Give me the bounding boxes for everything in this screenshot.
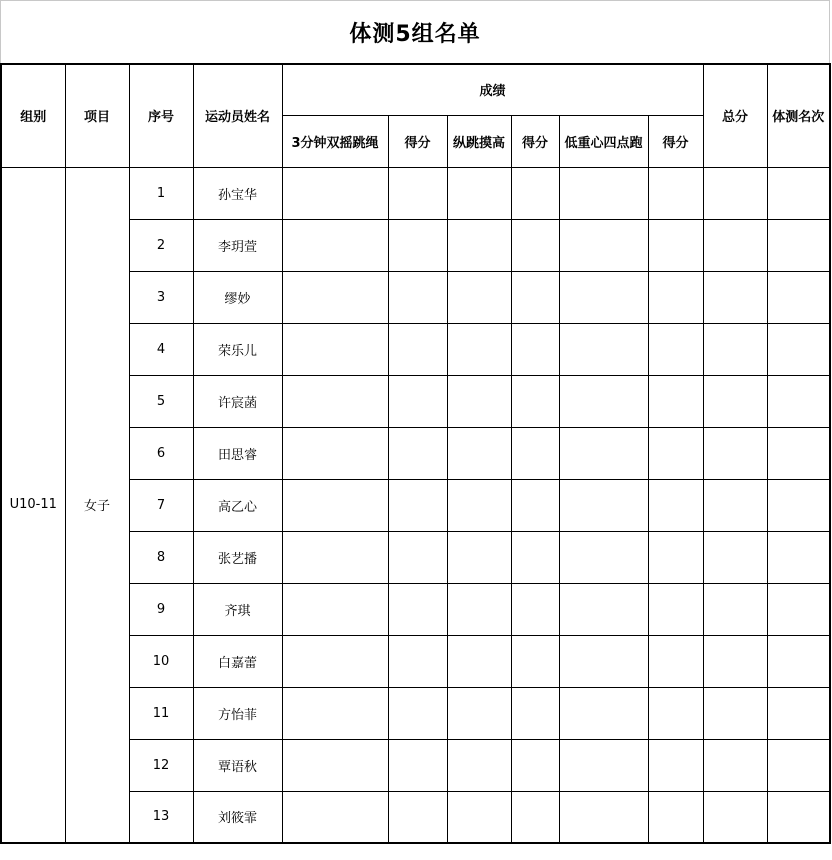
header-score-3: 得分 [648, 115, 703, 167]
score-3-cell[interactable] [648, 531, 703, 583]
jump-cell[interactable] [447, 271, 511, 323]
header-athlete: 运动员姓名 [193, 64, 282, 167]
run-cell[interactable] [559, 271, 648, 323]
rank-cell[interactable] [767, 479, 830, 531]
score-1-cell[interactable] [388, 375, 447, 427]
rank-cell[interactable] [767, 427, 830, 479]
run-cell[interactable] [559, 323, 648, 375]
rope-cell[interactable] [282, 635, 388, 687]
score-3-cell[interactable] [648, 583, 703, 635]
rope-cell[interactable] [282, 531, 388, 583]
jump-cell[interactable] [447, 791, 511, 843]
seq-cell: 7 [129, 479, 193, 531]
score-1-cell[interactable] [388, 479, 447, 531]
seq-cell: 4 [129, 323, 193, 375]
rope-cell[interactable] [282, 167, 388, 219]
run-cell[interactable] [559, 583, 648, 635]
jump-cell[interactable] [447, 531, 511, 583]
seq-cell: 1 [129, 167, 193, 219]
header-group: 组别 [1, 64, 65, 167]
score-2-cell[interactable] [511, 687, 559, 739]
seq-cell: 3 [129, 271, 193, 323]
jump-cell[interactable] [447, 739, 511, 791]
jump-cell[interactable] [447, 687, 511, 739]
rope-cell[interactable] [282, 791, 388, 843]
seq-cell: 8 [129, 531, 193, 583]
run-cell[interactable] [559, 531, 648, 583]
rope-cell[interactable] [282, 479, 388, 531]
seq-cell: 12 [129, 739, 193, 791]
rank-cell[interactable] [767, 687, 830, 739]
score-2-cell[interactable] [511, 791, 559, 843]
rank-cell[interactable] [767, 531, 830, 583]
rope-cell[interactable] [282, 271, 388, 323]
header-total: 总分 [703, 64, 767, 167]
seq-cell: 9 [129, 583, 193, 635]
rope-cell[interactable] [282, 323, 388, 375]
athlete-name-cell: 张艺播 [193, 531, 282, 583]
header-score-2: 得分 [511, 115, 559, 167]
run-cell[interactable] [559, 791, 648, 843]
score-3-cell[interactable] [648, 271, 703, 323]
score-1-cell[interactable] [388, 167, 447, 219]
run-cell[interactable] [559, 479, 648, 531]
group-cell: U10-11 [1, 167, 65, 843]
score-3-cell[interactable] [648, 219, 703, 271]
score-2-cell[interactable] [511, 427, 559, 479]
run-cell[interactable] [559, 167, 648, 219]
run-cell[interactable] [559, 687, 648, 739]
score-3-cell[interactable] [648, 687, 703, 739]
total-cell[interactable] [703, 739, 767, 791]
total-cell[interactable] [703, 323, 767, 375]
rope-cell[interactable] [282, 739, 388, 791]
score-1-cell[interactable] [388, 219, 447, 271]
athlete-name-cell: 田思睿 [193, 427, 282, 479]
total-cell[interactable] [703, 271, 767, 323]
athlete-name-cell: 齐琪 [193, 583, 282, 635]
score-3-cell[interactable] [648, 427, 703, 479]
seq-cell: 10 [129, 635, 193, 687]
run-cell[interactable] [559, 635, 648, 687]
header-seq: 序号 [129, 64, 193, 167]
score-2-cell[interactable] [511, 323, 559, 375]
jump-cell[interactable] [447, 479, 511, 531]
event-cell: 女子 [65, 167, 129, 843]
jump-cell[interactable] [447, 583, 511, 635]
total-cell[interactable] [703, 687, 767, 739]
total-cell[interactable] [703, 427, 767, 479]
score-1-cell[interactable] [388, 427, 447, 479]
score-3-cell[interactable] [648, 635, 703, 687]
athlete-name-cell: 许宸菡 [193, 375, 282, 427]
jump-cell[interactable] [447, 427, 511, 479]
score-1-cell[interactable] [388, 583, 447, 635]
jump-cell[interactable] [447, 375, 511, 427]
score-3-cell[interactable] [648, 375, 703, 427]
score-2-cell[interactable] [511, 167, 559, 219]
table-row [1, 167, 830, 219]
rope-cell[interactable] [282, 375, 388, 427]
total-cell[interactable] [703, 635, 767, 687]
total-cell[interactable] [703, 167, 767, 219]
total-cell[interactable] [703, 531, 767, 583]
athlete-name-cell: 方怡菲 [193, 687, 282, 739]
roster-table [0, 63, 831, 844]
rank-cell[interactable] [767, 635, 830, 687]
athlete-name-cell: 白嘉蕾 [193, 635, 282, 687]
run-cell[interactable] [559, 375, 648, 427]
athlete-name-cell: 李玥萱 [193, 219, 282, 271]
rope-cell[interactable] [282, 219, 388, 271]
score-1-cell[interactable] [388, 531, 447, 583]
total-cell[interactable] [703, 219, 767, 271]
rope-cell[interactable] [282, 583, 388, 635]
run-cell[interactable] [559, 219, 648, 271]
rank-cell[interactable] [767, 219, 830, 271]
score-2-cell[interactable] [511, 219, 559, 271]
seq-cell: 6 [129, 427, 193, 479]
score-3-cell[interactable] [648, 791, 703, 843]
roster-body [1, 167, 830, 843]
athlete-name-cell: 高乙心 [193, 479, 282, 531]
header-score-1: 得分 [388, 115, 447, 167]
sheet-title-bar [0, 0, 830, 63]
header-results: 成绩 [282, 64, 703, 115]
score-1-cell[interactable] [388, 791, 447, 843]
score-1-cell[interactable] [388, 271, 447, 323]
rank-cell[interactable] [767, 739, 830, 791]
score-2-cell[interactable] [511, 531, 559, 583]
total-cell[interactable] [703, 375, 767, 427]
jump-cell[interactable] [447, 167, 511, 219]
header-rope: 3分钟双摇跳绳 [282, 115, 388, 167]
seq-cell: 5 [129, 375, 193, 427]
score-2-cell[interactable] [511, 479, 559, 531]
header-jump: 纵跳摸高 [447, 115, 511, 167]
jump-cell[interactable] [447, 219, 511, 271]
score-2-cell[interactable] [511, 739, 559, 791]
seq-cell: 11 [129, 687, 193, 739]
header-event: 项目 [65, 64, 129, 167]
score-3-cell[interactable] [648, 167, 703, 219]
athlete-name-cell: 刘筱霏 [193, 791, 282, 843]
score-1-cell[interactable] [388, 323, 447, 375]
total-cell[interactable] [703, 583, 767, 635]
rank-cell[interactable] [767, 323, 830, 375]
score-2-cell[interactable] [511, 635, 559, 687]
score-1-cell[interactable] [388, 687, 447, 739]
athlete-name-cell: 缪妙 [193, 271, 282, 323]
seq-cell: 2 [129, 219, 193, 271]
jump-cell[interactable] [447, 323, 511, 375]
run-cell[interactable] [559, 427, 648, 479]
athlete-name-cell: 荣乐儿 [193, 323, 282, 375]
rank-cell[interactable] [767, 271, 830, 323]
athlete-name-cell: 孙宝华 [193, 167, 282, 219]
rope-cell[interactable] [282, 427, 388, 479]
rank-cell[interactable] [767, 791, 830, 843]
header-run: 低重心四点跑 [559, 115, 648, 167]
score-1-cell[interactable] [388, 739, 447, 791]
score-1-cell[interactable] [388, 635, 447, 687]
rank-cell[interactable] [767, 167, 830, 219]
score-3-cell[interactable] [648, 739, 703, 791]
score-2-cell[interactable] [511, 583, 559, 635]
score-2-cell[interactable] [511, 271, 559, 323]
athlete-name-cell: 覃语秋 [193, 739, 282, 791]
total-cell[interactable] [703, 479, 767, 531]
total-cell[interactable] [703, 791, 767, 843]
score-3-cell[interactable] [648, 479, 703, 531]
rank-cell[interactable] [767, 583, 830, 635]
jump-cell[interactable] [447, 635, 511, 687]
run-cell[interactable] [559, 739, 648, 791]
rope-cell[interactable] [282, 687, 388, 739]
sheet-title: 体测5组名单 [349, 21, 481, 47]
score-3-cell[interactable] [648, 323, 703, 375]
rank-cell[interactable] [767, 375, 830, 427]
score-2-cell[interactable] [511, 375, 559, 427]
seq-cell: 13 [129, 791, 193, 843]
header-rank: 体测名次 [767, 64, 830, 167]
